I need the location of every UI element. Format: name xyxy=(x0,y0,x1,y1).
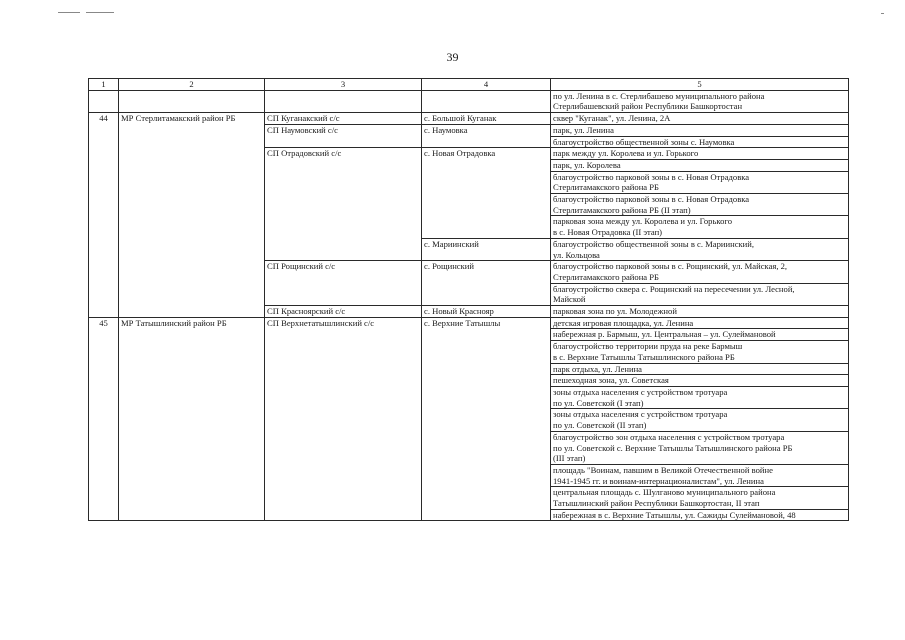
site-description xyxy=(551,194,849,216)
site-description xyxy=(551,261,849,283)
locality-name xyxy=(422,113,551,125)
scan-mark xyxy=(58,12,80,13)
text-line: парк, ул. Королева xyxy=(553,159,621,170)
settlement-name xyxy=(265,90,422,112)
locality-name xyxy=(422,306,551,318)
site-description xyxy=(551,306,849,318)
text-line: Майской xyxy=(553,294,586,305)
site-description xyxy=(551,409,849,431)
site-description xyxy=(551,431,849,464)
locality-name xyxy=(422,124,551,147)
site-description xyxy=(551,363,849,375)
text-line: благоустройство общественной зоны в с. Мариинский, xyxy=(553,238,755,249)
text-line: центральная площадь с. Шулганово муниципального района xyxy=(553,487,776,498)
text-line: благоустройство парковой зоны в с. Рощинский, ул. Майская, 2, xyxy=(553,261,788,272)
text-line: благоустройство зон отдыха населения с устройством тротуара xyxy=(553,431,785,442)
text-line: МР Стерлитамакский район РБ xyxy=(121,113,236,124)
scan-mark xyxy=(86,12,114,13)
text-line: с. Мариинский xyxy=(424,238,479,249)
site-description xyxy=(551,375,849,387)
text-line: Стерлитамакского района РБ xyxy=(553,182,659,193)
text-line: СП Наумовский с/с xyxy=(267,124,338,135)
text-line: пешеходная зона, ул. Советская xyxy=(553,375,669,386)
site-description xyxy=(551,216,849,238)
site-description xyxy=(551,464,849,486)
text-line: благоустройство парковой зоны в с. Новая Отрадовка xyxy=(553,171,750,182)
row-number xyxy=(89,317,119,521)
text-line: СП Верхнетатышлинский с/с xyxy=(267,317,375,328)
settlement-name xyxy=(265,317,422,521)
site-description xyxy=(551,341,849,363)
site-description xyxy=(551,238,849,260)
text-line: по ул. Советской с. Верхние Татышлы Татышлинского района РБ xyxy=(553,442,793,453)
site-description xyxy=(551,159,849,171)
text-line: парк, ул. Ленина xyxy=(553,124,614,135)
text-line: с. Большой Куганак xyxy=(424,113,497,124)
text-line: 1941-1945 гг. и воинам-интернационалистам", ул. Ленина xyxy=(553,475,764,486)
text-line: по ул. Советской (I этап) xyxy=(553,397,644,408)
improvement-sites-table xyxy=(88,78,849,521)
text-line: СП Рощинский с/с xyxy=(267,261,336,272)
text-line: 44 xyxy=(99,113,108,124)
table-row xyxy=(89,113,849,125)
text-line: по ул. Ленина в с. Стерлибашево муниципального района xyxy=(553,90,765,101)
table-row xyxy=(89,90,849,112)
column-number-row xyxy=(89,79,849,91)
text-line: с. Верхние Татышлы xyxy=(424,317,501,328)
district-name xyxy=(119,113,265,318)
site-description xyxy=(551,329,849,341)
site-description xyxy=(551,124,849,136)
locality-name xyxy=(422,90,551,112)
row-number xyxy=(89,90,119,112)
text-line: (III этап) xyxy=(553,453,586,464)
text-line: набережная р. Бармыш, ул. Центральная – ул. Сулеймановой xyxy=(553,329,776,340)
text-line: зоны отдыха населения с устройством тротуара xyxy=(553,386,728,397)
text-line: парковая зона между ул. Королева и ул. Горького xyxy=(553,216,733,227)
text-line: с. Рощинский xyxy=(424,261,474,272)
text-line: с. Новый Краснояр xyxy=(424,306,494,317)
locality-name xyxy=(422,238,551,260)
settlement-name xyxy=(265,148,422,261)
locality-name xyxy=(422,148,551,239)
settlement-name xyxy=(265,124,422,147)
site-description xyxy=(551,317,849,329)
text-line: зоны отдыха населения с устройством тротуара xyxy=(553,409,728,420)
text-line: Стерлитамакского района РБ xyxy=(553,271,659,282)
text-line: парковая зона по ул. Молодежной xyxy=(553,306,677,317)
text-line: с. Наумовка xyxy=(424,124,468,135)
text-line: по ул. Советской (II этап) xyxy=(553,420,647,431)
column-number: 3 xyxy=(265,79,422,91)
column-number: 2 xyxy=(119,79,265,91)
site-description xyxy=(551,171,849,193)
site-description xyxy=(551,283,849,305)
text-line: в с. Новая Отрадовка (II этап) xyxy=(553,227,663,238)
table-body xyxy=(89,79,849,521)
page-number: 39 xyxy=(446,50,459,64)
text-line: СП Краснoярский с/с xyxy=(267,306,346,317)
site-description xyxy=(551,136,849,148)
site-description xyxy=(551,487,849,509)
text-line: ул. Кольцова xyxy=(553,249,600,260)
site-description xyxy=(551,113,849,125)
text-line: площадь "Воинам, павшим в Великой Отечественной войне xyxy=(553,464,773,475)
text-line: с. Новая Отрадовка xyxy=(424,148,496,159)
text-line: благоустройство сквера с. Рощинский на пересечении ул. Лесной, xyxy=(553,283,795,294)
text-line: детская игровая площадка, ул. Ленина xyxy=(553,317,694,328)
text-line: Стерлитамакского района РБ (II этап) xyxy=(553,204,691,215)
text-line: МР Татышлинский район РБ xyxy=(121,317,227,328)
site-description xyxy=(551,509,849,521)
text-line: парк отдыха, ул. Ленина xyxy=(553,363,643,374)
text-line: Стерлибашевский район Республики Башкортостан xyxy=(553,101,743,112)
text-line: благоустройство парковой зоны в с. Новая Отрадовка xyxy=(553,194,750,205)
text-line: 45 xyxy=(99,317,108,328)
site-description xyxy=(551,386,849,408)
district-name xyxy=(119,90,265,112)
settlement-name xyxy=(265,306,422,318)
text-line: Татышлинский район Республики Башкортостан, II этап xyxy=(553,498,760,509)
scan-mark xyxy=(881,13,884,14)
text-line: благоустройство общественной зоны с. Наумовка xyxy=(553,136,735,147)
site-description xyxy=(551,90,849,112)
text-line: парк между ул. Королева и ул. Горького xyxy=(553,148,699,159)
text-line: в с. Верхние Татышлы Татышлинского района РБ xyxy=(553,351,735,362)
column-number: 4 xyxy=(422,79,551,91)
column-number: 1 xyxy=(89,79,119,91)
column-number: 5 xyxy=(551,79,849,91)
table-row xyxy=(89,317,849,329)
district-name xyxy=(119,317,265,521)
row-number xyxy=(89,113,119,318)
text-line: благоустройство территории пруда на реке Бармыш xyxy=(553,341,743,352)
locality-name xyxy=(422,261,551,306)
locality-name xyxy=(422,317,551,521)
text-line: СП Куганакский с/с xyxy=(267,113,340,124)
text-line: набережная в с. Верхние Татышлы, ул. Сажиды Сулеймановой, 48 xyxy=(553,509,796,520)
settlement-name xyxy=(265,261,422,306)
settlement-name xyxy=(265,113,422,125)
text-line: СП Отрадовский с/с xyxy=(267,148,342,159)
text-line: сквер "Куганак", ул. Ленина, 2А xyxy=(553,113,671,124)
site-description xyxy=(551,148,849,160)
